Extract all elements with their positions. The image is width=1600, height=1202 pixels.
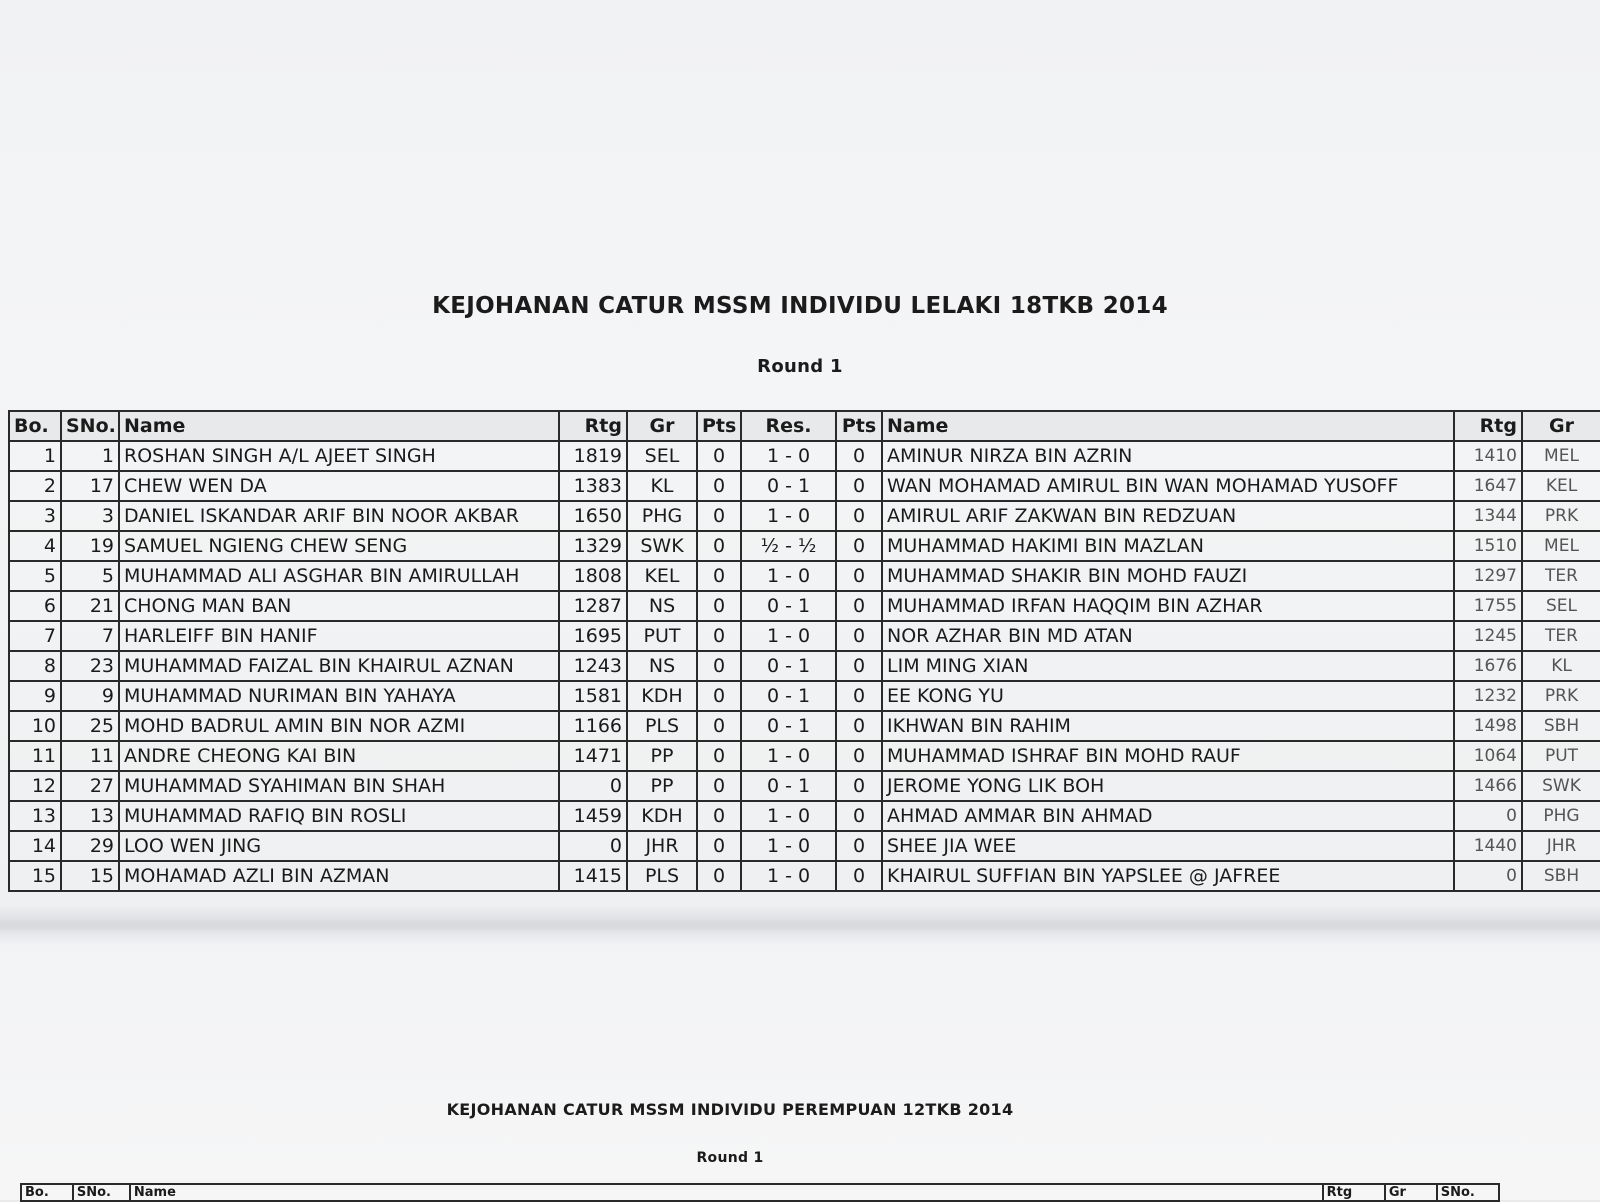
black-rating: 1064 [1454, 741, 1522, 771]
black-player-name: KHAIRUL SUFFIAN BIN YAPSLEE @ JAFREE [882, 861, 1454, 891]
board-number: 12 [9, 771, 61, 801]
white-player-name: MUHAMMAD NURIMAN BIN YAHAYA [119, 681, 559, 711]
board-number: 10 [9, 711, 61, 741]
black-rating: 1647 [1454, 471, 1522, 501]
white-group: KEL [627, 561, 697, 591]
black-group: PUT [1522, 741, 1600, 771]
white-player-name: MUHAMMAD RAFIQ BIN ROSLI [119, 801, 559, 831]
board-number: 3 [9, 501, 61, 531]
white-group: NS [627, 591, 697, 621]
white-player-name: LOO WEN JING [119, 831, 559, 861]
black-group: SBH [1522, 861, 1600, 891]
game-result: 1 - 0 [741, 741, 836, 771]
black-player-name: IKHWAN BIN RAHIM [882, 711, 1454, 741]
second-header-group: Gr [1385, 1184, 1437, 1201]
black-points: 0 [836, 471, 882, 501]
start-number: 3 [61, 501, 119, 531]
black-points: 0 [836, 621, 882, 651]
table-row [9, 531, 1600, 561]
white-points: 0 [697, 741, 741, 771]
black-player-name: JEROME YONG LIK BOH [882, 771, 1454, 801]
white-rating: 1243 [559, 651, 627, 681]
black-player-name: NOR AZHAR BIN MD ATAN [882, 621, 1454, 651]
white-player-name: MOHAMAD AZLI BIN AZMAN [119, 861, 559, 891]
start-number: 1 [61, 441, 119, 471]
start-number: 23 [61, 651, 119, 681]
start-number: 21 [61, 591, 119, 621]
table-row [9, 801, 1600, 831]
table-row [9, 561, 1600, 591]
black-rating: 0 [1454, 801, 1522, 831]
start-number: 5 [61, 561, 119, 591]
white-points: 0 [697, 651, 741, 681]
start-number: 13 [61, 801, 119, 831]
second-tournament-title: KEJOHANAN CATUR MSSM INDIVIDU PEREMPUAN 12TKB 2014 [446, 1100, 1014, 1119]
second-header-sno: SNo. [73, 1184, 130, 1201]
pairings-table [8, 410, 1600, 892]
black-rating: 1232 [1454, 681, 1522, 711]
black-player-name: WAN MOHAMAD AMIRUL BIN WAN MOHAMAD YUSOFF [882, 471, 1454, 501]
game-result: 0 - 1 [741, 591, 836, 621]
header-black-name: Name [882, 411, 1454, 441]
table-header-row [9, 411, 1600, 441]
black-group: SEL [1522, 591, 1600, 621]
white-rating: 0 [559, 831, 627, 861]
white-rating: 1459 [559, 801, 627, 831]
black-group: TER [1522, 621, 1600, 651]
table-row [9, 441, 1600, 471]
white-player-name: MOHD BADRUL AMIN BIN NOR AZMI [119, 711, 559, 741]
black-group: PRK [1522, 681, 1600, 711]
black-rating: 1245 [1454, 621, 1522, 651]
white-group: SEL [627, 441, 697, 471]
black-group: MEL [1522, 531, 1600, 561]
game-result: 0 - 1 [741, 681, 836, 711]
game-result: 1 - 0 [741, 861, 836, 891]
table-row [9, 711, 1600, 741]
table-row [9, 831, 1600, 861]
game-result: 1 - 0 [741, 621, 836, 651]
black-player-name: AMINUR NIRZA BIN AZRIN [882, 441, 1454, 471]
white-points: 0 [697, 471, 741, 501]
white-player-name: DANIEL ISKANDAR ARIF BIN NOOR AKBAR [119, 501, 559, 531]
white-points: 0 [697, 681, 741, 711]
black-points: 0 [836, 501, 882, 531]
board-number: 15 [9, 861, 61, 891]
table-row [9, 771, 1600, 801]
white-group: PUT [627, 621, 697, 651]
game-result: 1 - 0 [741, 801, 836, 831]
white-rating: 1415 [559, 861, 627, 891]
white-points: 0 [697, 621, 741, 651]
black-rating: 0 [1454, 861, 1522, 891]
header-black-points: Pts [836, 411, 882, 441]
black-points: 0 [836, 441, 882, 471]
black-player-name: MUHAMMAD SHAKIR BIN MOHD FAUZI [882, 561, 1454, 591]
black-group: MEL [1522, 441, 1600, 471]
white-rating: 1808 [559, 561, 627, 591]
white-points: 0 [697, 771, 741, 801]
black-rating: 1510 [1454, 531, 1522, 561]
black-rating: 1297 [1454, 561, 1522, 591]
game-result: 1 - 0 [741, 831, 836, 861]
board-number: 8 [9, 651, 61, 681]
header-black-rating: Rtg [1454, 411, 1522, 441]
black-player-name: AHMAD AMMAR BIN AHMAD [882, 801, 1454, 831]
white-rating: 0 [559, 771, 627, 801]
white-group: KL [627, 471, 697, 501]
black-player-name: AMIRUL ARIF ZAKWAN BIN REDZUAN [882, 501, 1454, 531]
white-rating: 1287 [559, 591, 627, 621]
start-number: 15 [61, 861, 119, 891]
table-row [9, 591, 1600, 621]
start-number: 17 [61, 471, 119, 501]
black-rating: 1755 [1454, 591, 1522, 621]
white-player-name: HARLEIFF BIN HANIF [119, 621, 559, 651]
white-player-name: ANDRE CHEONG KAI BIN [119, 741, 559, 771]
white-player-name: MUHAMMAD FAIZAL BIN KHAIRUL AZNAN [119, 651, 559, 681]
table-row [9, 621, 1600, 651]
game-result: ½ - ½ [741, 531, 836, 561]
start-number: 25 [61, 711, 119, 741]
start-number: 19 [61, 531, 119, 561]
game-result: 0 - 1 [741, 471, 836, 501]
black-rating: 1344 [1454, 501, 1522, 531]
table-row [9, 501, 1600, 531]
game-result: 1 - 0 [741, 501, 836, 531]
black-player-name: SHEE JIA WEE [882, 831, 1454, 861]
black-player-name: LIM MING XIAN [882, 651, 1454, 681]
black-group: PRK [1522, 501, 1600, 531]
board-number: 9 [9, 681, 61, 711]
black-group: SBH [1522, 711, 1600, 741]
second-header-name: Name [130, 1184, 1323, 1201]
white-rating: 1471 [559, 741, 627, 771]
start-number: 7 [61, 621, 119, 651]
second-pairings-table [20, 1183, 1500, 1202]
pairings-body [9, 441, 1600, 891]
black-player-name: EE KONG YU [882, 681, 1454, 711]
game-result: 0 - 1 [741, 651, 836, 681]
second-header-board: Bo. [21, 1184, 73, 1201]
black-group: TER [1522, 561, 1600, 591]
start-number: 29 [61, 831, 119, 861]
white-points: 0 [697, 531, 741, 561]
black-player-name: MUHAMMAD HAKIMI BIN MAZLAN [882, 531, 1454, 561]
board-number: 13 [9, 801, 61, 831]
white-rating: 1383 [559, 471, 627, 501]
table-row [9, 471, 1600, 501]
black-rating: 1466 [1454, 771, 1522, 801]
black-points: 0 [836, 711, 882, 741]
white-rating: 1650 [559, 501, 627, 531]
white-points: 0 [697, 831, 741, 861]
white-rating: 1695 [559, 621, 627, 651]
game-result: 1 - 0 [741, 441, 836, 471]
white-group: KDH [627, 801, 697, 831]
round-label: Round 1 [757, 356, 843, 377]
white-rating: 1581 [559, 681, 627, 711]
header-board: Bo. [9, 411, 61, 441]
white-points: 0 [697, 861, 741, 891]
white-group: PP [627, 741, 697, 771]
second-header-row [21, 1184, 1499, 1201]
black-rating: 1498 [1454, 711, 1522, 741]
board-number: 11 [9, 741, 61, 771]
white-points: 0 [697, 591, 741, 621]
second-header-sno-right: SNo. [1437, 1184, 1499, 1201]
white-group: PP [627, 771, 697, 801]
board-number: 7 [9, 621, 61, 651]
white-player-name: ROSHAN SINGH A/L AJEET SINGH [119, 441, 559, 471]
second-round-label: Round 1 [696, 1150, 764, 1166]
header-white-rating: Rtg [559, 411, 627, 441]
black-group: KL [1522, 651, 1600, 681]
black-points: 0 [836, 861, 882, 891]
white-player-name: SAMUEL NGIENG CHEW SENG [119, 531, 559, 561]
black-player-name: MUHAMMAD ISHRAF BIN MOHD RAUF [882, 741, 1454, 771]
white-points: 0 [697, 801, 741, 831]
board-number: 5 [9, 561, 61, 591]
start-number: 11 [61, 741, 119, 771]
header-white-name: Name [119, 411, 559, 441]
white-player-name: CHEW WEN DA [119, 471, 559, 501]
header-white-points: Pts [697, 411, 741, 441]
white-group: NS [627, 651, 697, 681]
black-group: PHG [1522, 801, 1600, 831]
game-result: 0 - 1 [741, 711, 836, 741]
white-points: 0 [697, 561, 741, 591]
white-player-name: CHONG MAN BAN [119, 591, 559, 621]
black-points: 0 [836, 681, 882, 711]
paper-fold-shadow [0, 905, 1600, 945]
board-number: 14 [9, 831, 61, 861]
black-player-name: MUHAMMAD IRFAN HAQQIM BIN AZHAR [882, 591, 1454, 621]
black-group: JHR [1522, 831, 1600, 861]
table-row [9, 741, 1600, 771]
table-row [9, 681, 1600, 711]
white-player-name: MUHAMMAD SYAHIMAN BIN SHAH [119, 771, 559, 801]
white-group: SWK [627, 531, 697, 561]
black-points: 0 [836, 561, 882, 591]
start-number: 9 [61, 681, 119, 711]
second-header-rating: Rtg [1323, 1184, 1385, 1201]
board-number: 1 [9, 441, 61, 471]
white-player-name: MUHAMMAD ALI ASGHAR BIN AMIRULLAH [119, 561, 559, 591]
white-group: PLS [627, 711, 697, 741]
board-number: 2 [9, 471, 61, 501]
black-points: 0 [836, 801, 882, 831]
table-row [9, 651, 1600, 681]
header-white-group: Gr [627, 411, 697, 441]
black-points: 0 [836, 591, 882, 621]
black-rating: 1676 [1454, 651, 1522, 681]
white-points: 0 [697, 441, 741, 471]
white-group: KDH [627, 681, 697, 711]
white-group: PHG [627, 501, 697, 531]
start-number: 27 [61, 771, 119, 801]
game-result: 0 - 1 [741, 771, 836, 801]
header-black-group: Gr [1522, 411, 1600, 441]
black-points: 0 [836, 651, 882, 681]
black-group: KEL [1522, 471, 1600, 501]
white-rating: 1166 [559, 711, 627, 741]
black-points: 0 [836, 831, 882, 861]
tournament-title: KEJOHANAN CATUR MSSM INDIVIDU LELAKI 18TKB 2014 [432, 293, 1168, 319]
table-row [9, 861, 1600, 891]
white-points: 0 [697, 501, 741, 531]
black-points: 0 [836, 771, 882, 801]
black-rating: 1440 [1454, 831, 1522, 861]
white-rating: 1819 [559, 441, 627, 471]
white-group: JHR [627, 831, 697, 861]
header-result: Res. [741, 411, 836, 441]
game-result: 1 - 0 [741, 561, 836, 591]
board-number: 6 [9, 591, 61, 621]
black-rating: 1410 [1454, 441, 1522, 471]
white-points: 0 [697, 711, 741, 741]
black-group: SWK [1522, 771, 1600, 801]
white-group: PLS [627, 861, 697, 891]
white-rating: 1329 [559, 531, 627, 561]
black-points: 0 [836, 741, 882, 771]
black-points: 0 [836, 531, 882, 561]
board-number: 4 [9, 531, 61, 561]
header-sno: SNo. [61, 411, 119, 441]
